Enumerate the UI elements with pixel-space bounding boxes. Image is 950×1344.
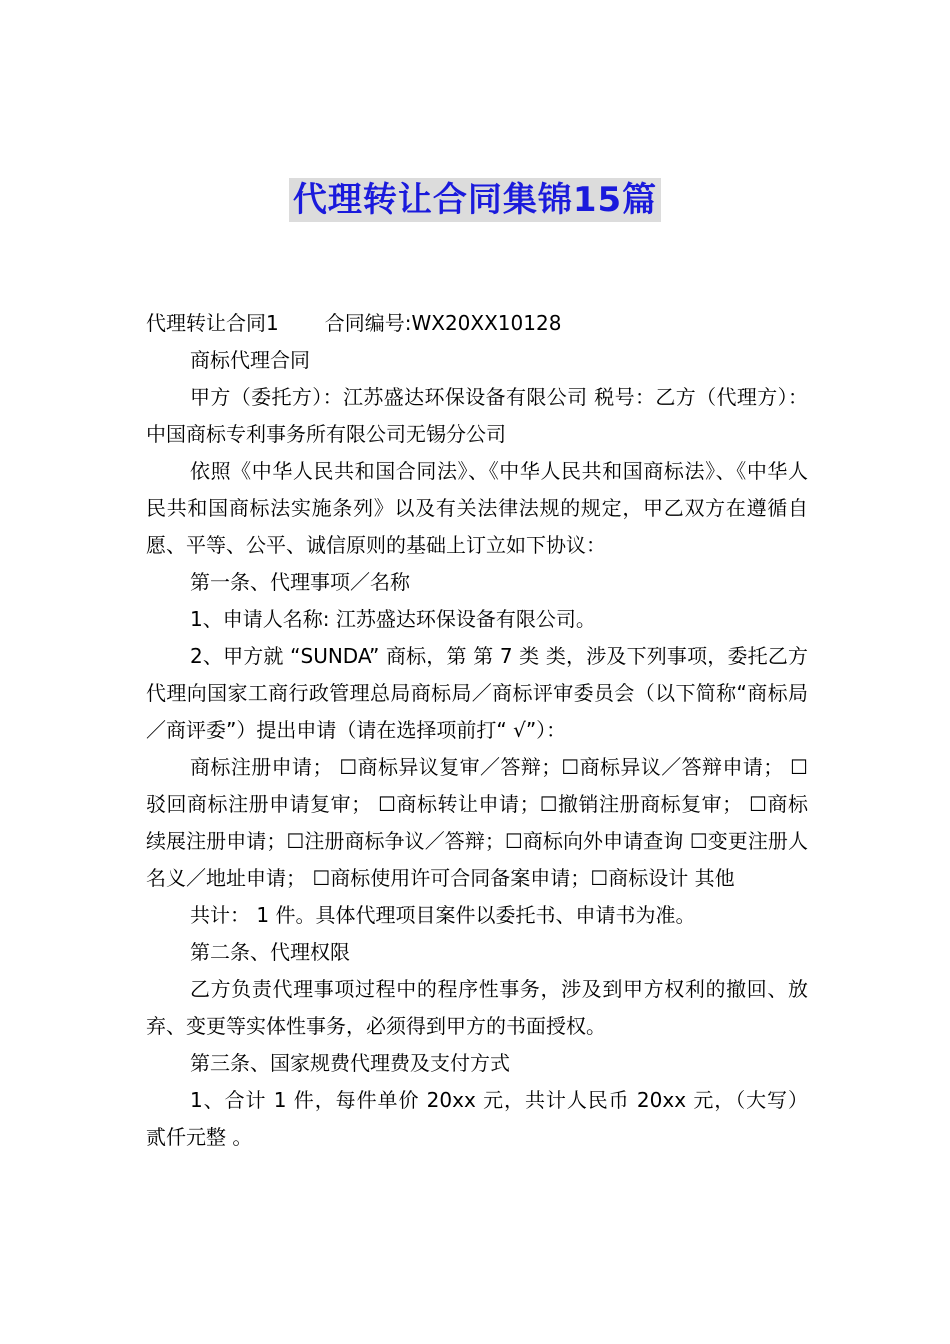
title-area bbox=[0, 178, 950, 222]
paragraph: 商标代理合同 bbox=[190, 348, 310, 372]
paragraph: 共计： 1 件。具体代理项目案件以委托书、申请书为准。 bbox=[190, 903, 696, 927]
section-heading: 第二条、代理权限 bbox=[190, 940, 350, 964]
document-title: 代理转让合同集锦15篇 bbox=[289, 178, 661, 222]
section-heading: 第三条、国家规费代理费及支付方式 bbox=[190, 1051, 510, 1075]
section-heading: 第一条、代理事项／名称 bbox=[190, 570, 410, 594]
paragraph: 1、合计 1 件，每件单价 20xx 元，共计人民币 20xx 元，（大写） 贰仟元整 。 bbox=[146, 1088, 808, 1149]
paragraph: 乙方负责代理事项过程中的程序性事务，涉及到甲方权利的撤回、放弃、变更等实体性事务，必须得到甲方的书面授权。 bbox=[146, 977, 808, 1038]
contract-label: 代理转让合同1 bbox=[146, 311, 279, 335]
paragraph: 依照《中华人民共和国合同法》、《中华人民共和国商标法》、《中华人民共和国商标法实施条列》以及有关法律法规的规定，甲乙双方在遵循自愿、平等、公平、诚信原则的基础上订立如下协议： bbox=[146, 459, 808, 557]
checkbox-list-paragraph: 商标注册申请； ☐商标异议复审／答辩；☐商标异议／答辩申请； ☐驳回商标注册申请复审； ☐商标转让申请；☐撤销注册商标复审； ☐商标续展注册申请；☐注册商标争议／答辩；☐商标向外申请查询 ☐变更注册人名义／地址申请； ☐商标使用许可合同备案申请；☐商标设计 其他 bbox=[146, 755, 808, 890]
paragraph: 1、申请人名称: 江苏盛达环保设备有限公司。 bbox=[190, 607, 596, 631]
document-body bbox=[146, 305, 808, 1156]
contract-number: 合同编号:WX20XX10128 bbox=[324, 311, 562, 335]
paragraph: 甲方（委托方）：江苏盛达环保设备有限公司 税号：乙方（代理方）：中国商标专利事务所有限公司无锡分公司 bbox=[146, 385, 808, 446]
paragraph: 2、甲方就 “SUNDA” 商标，第 第 7 类 类，涉及下列事项，委托乙方代理向国家工商行政管理总局商标局／商标评审委员会（以下简称“商标局／商评委”）提出申请（请在选择项前打“ √”）： bbox=[146, 644, 808, 742]
contract-heading bbox=[146, 305, 808, 342]
